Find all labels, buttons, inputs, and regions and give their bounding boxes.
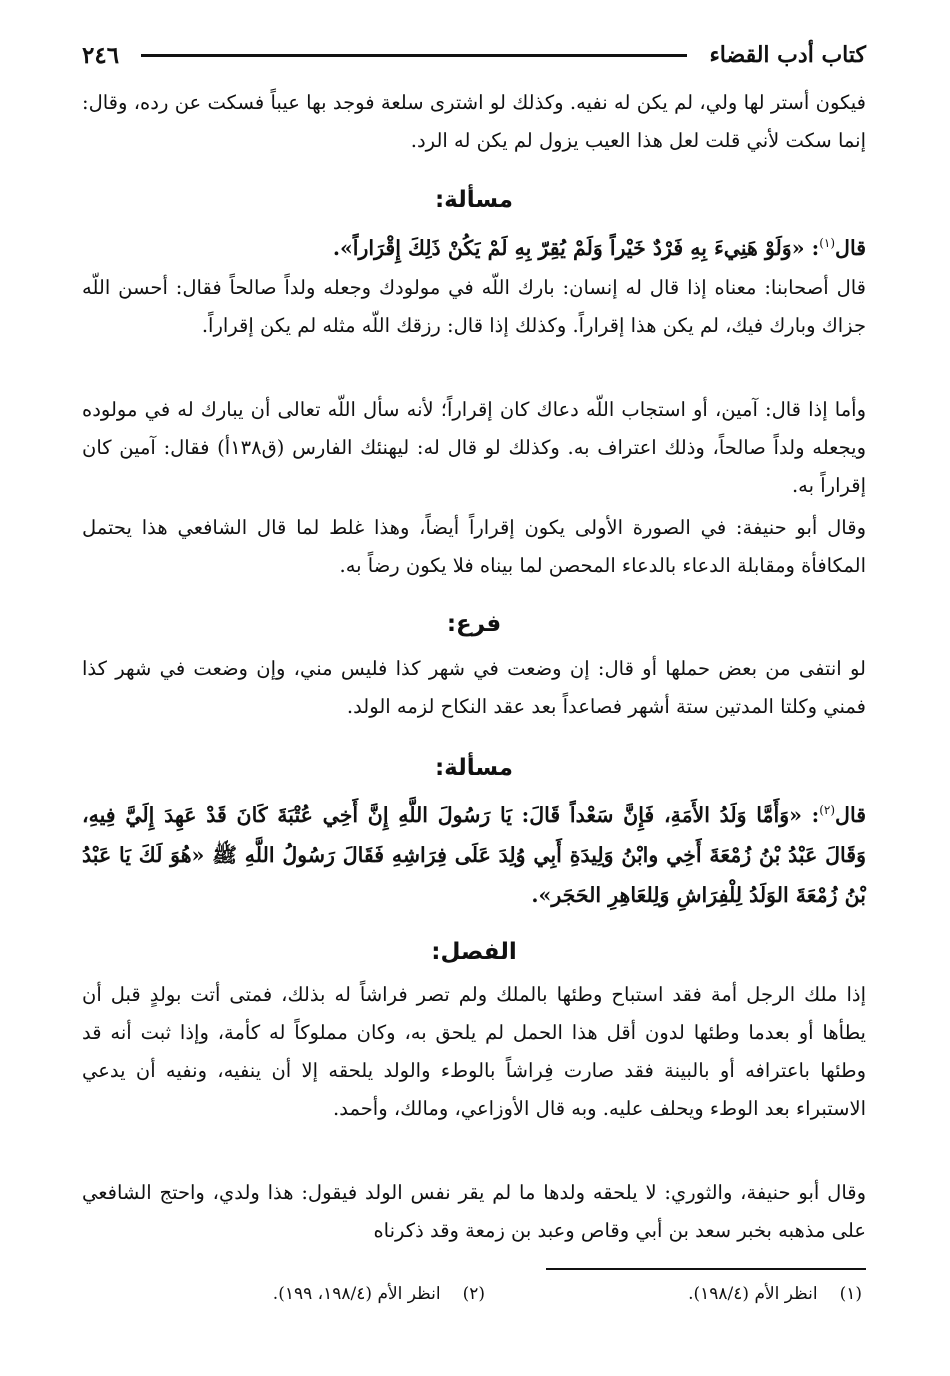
paragraph-7: وقال أبو حنيفة، والثوري: لا يلحقه ولدها ما لم يقر نفس الولد فيقول: هذا ولدي، واحتج الشافعي على مذهبه بخبر سعد بن أبي وقاص وعبد بن زمعة وقد ذكرناه: [82, 1181, 866, 1242]
page-number: ٢٤٦: [82, 41, 120, 69]
quote-2-lead: قال: [835, 802, 866, 827]
heading-masala-2: مسألة:: [434, 755, 514, 781]
page-header: [82, 38, 866, 72]
footnote-marker-1: (١): [819, 236, 836, 250]
paragraph-3: وأما إذا قال: آمين، أو استجاب اللّه دعاك كان إقراراً؛ لأنه سأل اللّه تعالى أن يبارك له في مولوده ويجعله ولداً صالحاً، وذلك اعتراف به. وكذلك لو قال له: ليهنئك الفارس (ق١٣٨أ) فقال: آمين كان إقراراً به.: [82, 398, 866, 497]
quote-1-text: : «وَلَوْ هَنِيءَ بِهِ فَرْدٌ خَيْراً وَلَمْ يُقِرّ بِهِ لَمْ يَكُنْ ذَلِكَ إِقْرَاراً».: [332, 235, 820, 260]
quote-1-lead: قال: [835, 235, 866, 260]
footnote-1-label: (١): [839, 1284, 862, 1304]
footnote-2-label: (٢): [462, 1284, 485, 1304]
footnote-2: [273, 1280, 485, 1308]
heading-fasl: الفصل:: [431, 939, 517, 965]
running-title: كتاب أدب القضاء: [709, 42, 866, 68]
paragraph-4: وقال أبو حنيفة: في الصورة الأولى يكون إقراراً أيضاً، وهذا غلط لما قال الشافعي هذا يحتمل المكافأة ومقابلة الدعاء بالدعاء المحصن لما بيناه فلا يكون رضاً به.: [82, 516, 866, 577]
header-rule: [141, 54, 687, 57]
footnote-2-text: انظر الأم (١٩٨/٤، ١٩٩).: [272, 1284, 441, 1304]
quote-1: [82, 224, 866, 267]
footnote-marker-2: (٢): [819, 803, 836, 817]
footnote-rule: [546, 1268, 866, 1270]
footnote-1-text: انظر الأم (١٩٨/٤).: [688, 1284, 818, 1304]
heading-far: فرع:: [446, 611, 502, 637]
footnote-1: [688, 1280, 862, 1308]
quote-2: [82, 790, 866, 915]
quote-2-text: : «وَأَمَّا وَلَدُ الأَمَةِ، فَإِنَّ سَعْداً قَالَ: يَا رَسُولَ اللَّهِ إِنَّ أَخِي عُتْبَةَ كَانَ قَدْ عَهِدَ إِلَيَّ فِيهِ، وَقَالَ عَبْدُ بْنُ زُمْعَةَ أَخِي وابْنُ وَلِيدَةِ أَبِي وُلِدَ عَلَى فِرَاشِهِ فَقَالَ رَسُولُ اللَّهِ ﷺ «هُوَ لَكَ يَا عَبْدُ بْنُ زُمْعَةَ الوَلَدُ لِلْفِرَاشِ وَلِلعَاهِرِ الحَجَر».: [82, 802, 866, 907]
paragraph-2: قال أصحابنا: معناه إذا قال له إنسان: بارك اللّه في مولودك وجعله ولداً صالحاً فقال: أحسن اللّه جزاك وبارك فيك، لم يكن هذا إقراراً. وكذلك إذا قال: رزقك اللّه مثله لم يكن إقراراً.: [82, 276, 866, 337]
heading-masala-1: مسألة:: [434, 187, 514, 213]
paragraph-5: لو انتفى من بعض حملها أو قال: إن وضعت في شهر كذا فليس مني، وإن وضعت في شهر كذا فمني وكلتا المدتين ستة أشهر فصاعداً بعد عقد النكاح لزمه الولد.: [82, 657, 866, 718]
paragraph-6: إذا ملك الرجل أمة فقد استباح وطئها بالملك ولم تصر فراشاً له بذلك، فمتى أتت بولدٍ قبل أن يطأها أو بعدما وطئها لدون أقل هذا الحمل لم يلحق به، وكان مملوكاً له كأمة، وإذا ثبت أنه قد وطئها باعترافه أو بالبينة فقد صارت فِراشاً بالوطء والولد يلحقه إلا أن ينفيه، ونفيه أن يدعي الاستبراء بعد الوطء ويحلف عليه. وبه قال الأوزاعي، ومالك، وأحمد.: [82, 983, 866, 1120]
paragraph-1: فيكون أستر لها ولي، لم يكن له نفيه. وكذلك لو اشترى سلعة فوجد بها عيباً فسكت عن رده، وقال: إنما سكت لأني قلت لعل هذا العيب يزول لم يكن له الرد.: [82, 91, 866, 152]
